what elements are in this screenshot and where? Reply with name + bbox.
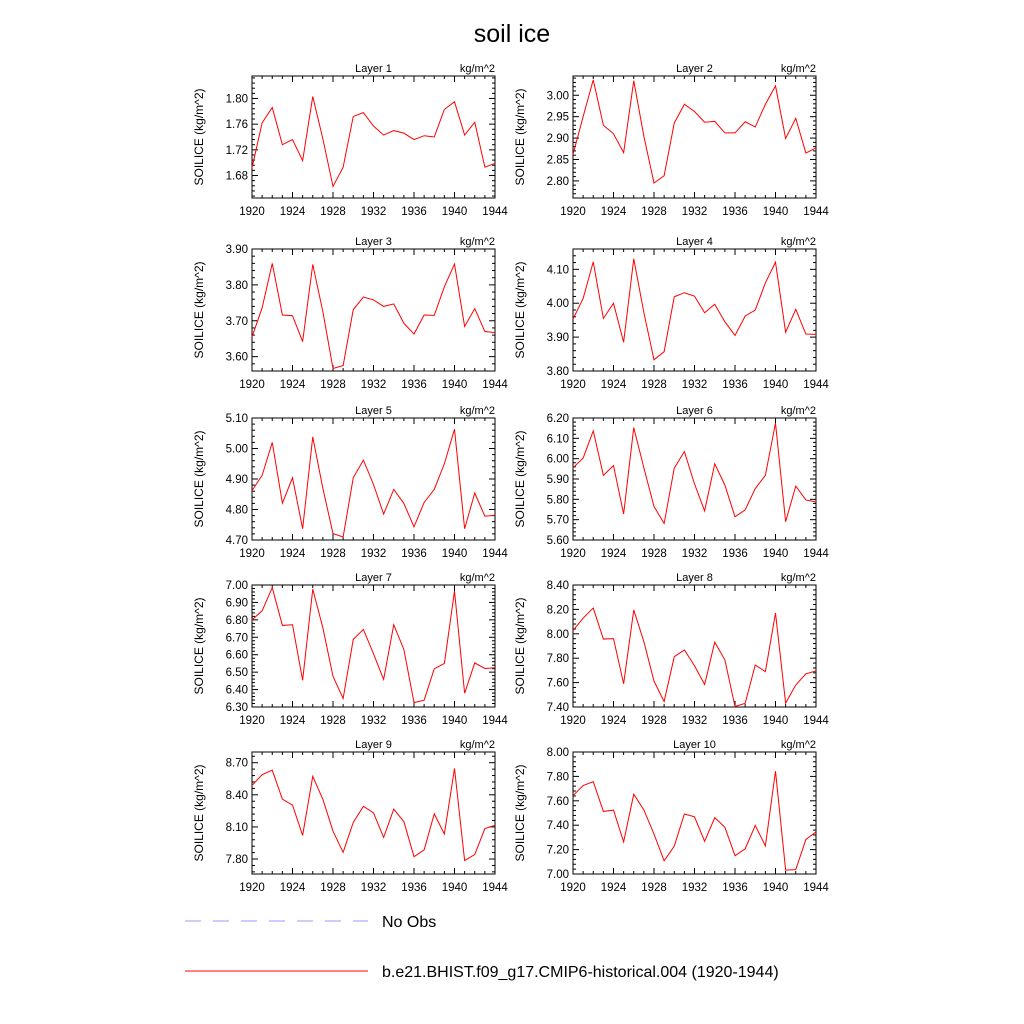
panel-4-y-tick-label: 4.00 <box>546 298 569 311</box>
panel-9-y-tick-label: 8.70 <box>225 757 248 770</box>
panel-6-x-tick-label: 1944 <box>803 548 829 560</box>
panel-7-y-tick-label: 7.00 <box>225 580 248 592</box>
panel-9-x-tick-label: 1920 <box>239 882 265 894</box>
panel-8-x-tick-label: 1936 <box>722 715 748 727</box>
panel-2-y-tick-label: 2.80 <box>546 175 569 188</box>
panel-9-y-tick-label: 7.80 <box>225 854 248 867</box>
panel-6-x-tick-label: 1928 <box>641 548 667 560</box>
panel-5-x-tick-label: 1940 <box>441 548 468 560</box>
panel-3-y-tick-label: 3.80 <box>225 279 248 292</box>
panel-10-y-axis-label: SOILICE (kg/m^2) <box>513 764 527 862</box>
panel-10-units-label: kg/m^2 <box>780 739 816 751</box>
panel-7-y-tick-label: 6.40 <box>225 684 248 697</box>
panel-8-layer-label: Layer 8 <box>676 572 713 584</box>
panel-9-y-axis-label: SOILICE (kg/m^2) <box>192 764 206 862</box>
panel-10-y-tick-label: 7.40 <box>546 820 569 833</box>
panel-3-y-axis-label: SOILICE (kg/m^2) <box>192 261 206 359</box>
panel-2-x-tick-label: 1932 <box>681 206 708 218</box>
panel-5-x-tick-label: 1944 <box>482 548 508 560</box>
panel-10-y-tick-label: 7.00 <box>546 869 569 881</box>
panel-9-x-tick-label: 1924 <box>279 882 306 894</box>
panel-3-x-tick-label: 1944 <box>482 379 508 391</box>
panel-4-x-tick-label: 1928 <box>641 379 667 391</box>
panel-7-x-tick-label: 1944 <box>482 715 508 727</box>
panel-10-y-tick-label: 7.20 <box>546 844 569 857</box>
panel-10 <box>513 739 829 894</box>
panel-10-x-tick-label: 1944 <box>803 882 829 894</box>
panel-2-x-tick-label: 1944 <box>803 206 829 218</box>
legend-model-label: b.e21.BHIST.f09_g17.CMIP6-historical.004 (1920-1944) <box>382 964 779 981</box>
panel-4-x-tick-label: 1940 <box>762 379 789 391</box>
panel-2-y-tick-label: 2.95 <box>546 111 569 124</box>
panel-4 <box>513 236 829 391</box>
panel-9 <box>192 739 508 894</box>
panel-6-y-tick-label: 6.20 <box>546 413 569 425</box>
panel-1-frame <box>252 76 495 198</box>
panel-2-x-tick-label: 1936 <box>722 206 748 218</box>
panel-4-x-tick-label: 1936 <box>722 379 748 391</box>
panel-7-x-tick-label: 1940 <box>441 715 468 727</box>
panel-5-frame <box>252 418 495 540</box>
panel-7-y-tick-label: 6.90 <box>225 597 248 610</box>
panel-9-x-tick-label: 1940 <box>441 882 468 894</box>
panel-10-x-tick-label: 1920 <box>560 882 586 894</box>
panel-4-y-tick-label: 3.80 <box>546 366 569 378</box>
panel-8-y-tick-label: 8.00 <box>546 628 569 641</box>
panel-1-x-tick-label: 1940 <box>441 206 468 218</box>
panel-5-y-tick-label: 4.90 <box>225 474 248 486</box>
panel-6-x-tick-label: 1932 <box>681 548 708 560</box>
panel-5-x-tick-label: 1920 <box>239 548 265 560</box>
panel-2 <box>513 63 829 218</box>
panel-4-x-tick-label: 1944 <box>803 379 829 391</box>
panel-2-layer-label: Layer 2 <box>676 63 713 75</box>
panel-9-x-tick-label: 1932 <box>360 882 387 894</box>
panel-9-x-tick-label: 1928 <box>320 882 346 894</box>
panel-7-y-tick-label: 6.50 <box>225 667 248 680</box>
panel-4-x-tick-label: 1920 <box>560 379 586 391</box>
panel-9-layer-label: Layer 9 <box>355 739 392 751</box>
panel-7-y-tick-label: 6.70 <box>225 632 248 645</box>
panel-6-y-axis-label: SOILICE (kg/m^2) <box>513 430 527 528</box>
panel-8-x-tick-label: 1924 <box>600 715 627 727</box>
panel-1-units-label: kg/m^2 <box>459 63 495 75</box>
panel-7-x-tick-label: 1928 <box>320 715 346 727</box>
panel-8-x-tick-label: 1944 <box>803 715 829 727</box>
panel-3 <box>192 236 508 391</box>
panel-10-y-tick-label: 7.60 <box>546 795 569 808</box>
panel-7-series-line <box>252 588 495 703</box>
panel-1-x-tick-label: 1936 <box>401 206 427 218</box>
panel-8-x-tick-label: 1920 <box>560 715 586 727</box>
panel-8-y-tick-label: 8.20 <box>546 604 569 617</box>
panel-6-x-tick-label: 1936 <box>722 548 748 560</box>
panel-5-y-tick-label: 5.10 <box>225 413 248 425</box>
panels-group <box>192 63 829 894</box>
panel-7-units-label: kg/m^2 <box>459 572 495 584</box>
panel-5-y-tick-label: 5.00 <box>225 443 248 456</box>
panel-2-x-tick-label: 1928 <box>641 206 667 218</box>
panel-7-x-tick-label: 1932 <box>360 715 387 727</box>
panel-10-x-tick-label: 1932 <box>681 882 708 894</box>
panel-4-units-label: kg/m^2 <box>780 236 816 248</box>
panel-4-x-tick-label: 1924 <box>600 379 627 391</box>
panel-6-frame <box>573 418 816 540</box>
panel-9-y-tick-label: 8.10 <box>225 821 248 834</box>
panel-7-y-tick-label: 6.80 <box>225 614 248 627</box>
panel-3-frame <box>252 249 495 371</box>
panel-3-series-line <box>252 263 495 368</box>
panel-5-x-tick-label: 1932 <box>360 548 387 560</box>
panel-1-x-tick-label: 1920 <box>239 206 265 218</box>
panel-6-units-label: kg/m^2 <box>780 405 816 417</box>
panel-2-x-tick-label: 1940 <box>762 206 789 218</box>
panel-2-y-tick-label: 2.85 <box>546 154 569 167</box>
panel-7-y-tick-label: 6.60 <box>225 649 248 662</box>
panel-8-x-tick-label: 1928 <box>641 715 667 727</box>
panel-1-x-tick-label: 1944 <box>482 206 508 218</box>
panel-3-y-tick-label: 3.70 <box>225 315 248 328</box>
panel-6-y-tick-label: 6.10 <box>546 433 569 446</box>
panel-10-y-tick-label: 7.80 <box>546 771 569 784</box>
panel-6-y-tick-label: 5.90 <box>546 474 569 486</box>
panel-3-y-tick-label: 3.60 <box>225 351 248 364</box>
panel-9-series-line <box>252 768 495 860</box>
panel-3-y-tick-label: 3.90 <box>225 244 248 256</box>
panel-10-series-line <box>573 771 816 870</box>
panel-10-x-tick-label: 1924 <box>600 882 627 894</box>
panel-9-x-tick-label: 1936 <box>401 882 427 894</box>
panel-6-y-tick-label: 6.00 <box>546 453 569 466</box>
panel-6-x-tick-label: 1920 <box>560 548 586 560</box>
panel-3-x-tick-label: 1920 <box>239 379 265 391</box>
panel-6-layer-label: Layer 6 <box>676 405 713 417</box>
panel-1-y-tick-label: 1.68 <box>225 170 248 183</box>
panel-1-y-axis-label: SOILICE (kg/m^2) <box>192 88 206 186</box>
legend-no-obs-label: No Obs <box>382 914 437 931</box>
panel-3-x-tick-label: 1932 <box>360 379 387 391</box>
panel-6-series-line <box>573 423 816 523</box>
panel-4-x-tick-label: 1932 <box>681 379 708 391</box>
panel-4-y-axis-label: SOILICE (kg/m^2) <box>513 261 527 359</box>
figure-title: soil ice <box>473 20 551 48</box>
panel-1-y-tick-label: 1.72 <box>225 144 248 157</box>
panel-5-x-tick-label: 1924 <box>279 548 306 560</box>
panel-3-x-tick-label: 1936 <box>401 379 427 391</box>
panel-3-x-tick-label: 1924 <box>279 379 306 391</box>
panel-8 <box>513 572 829 727</box>
panel-1-y-tick-label: 1.76 <box>225 119 248 132</box>
panel-8-y-axis-label: SOILICE (kg/m^2) <box>513 597 527 695</box>
panel-5-layer-label: Layer 5 <box>355 405 392 417</box>
panel-4-y-tick-label: 4.10 <box>546 264 569 277</box>
panel-5-y-axis-label: SOILICE (kg/m^2) <box>192 430 206 528</box>
panel-1-x-tick-label: 1932 <box>360 206 387 218</box>
panel-3-x-tick-label: 1940 <box>441 379 468 391</box>
panel-7-frame <box>252 585 495 707</box>
panel-10-x-tick-label: 1940 <box>762 882 789 894</box>
panel-8-x-tick-label: 1940 <box>762 715 789 727</box>
panel-8-y-tick-label: 7.40 <box>546 702 569 714</box>
panel-6-y-tick-label: 5.80 <box>546 494 569 507</box>
panel-9-units-label: kg/m^2 <box>459 739 495 751</box>
panel-1-x-tick-label: 1928 <box>320 206 346 218</box>
panel-2-units-label: kg/m^2 <box>780 63 816 75</box>
panel-8-x-tick-label: 1932 <box>681 715 708 727</box>
panel-3-layer-label: Layer 3 <box>355 236 392 248</box>
panel-2-x-tick-label: 1924 <box>600 206 627 218</box>
panel-2-y-tick-label: 3.00 <box>546 90 569 103</box>
panel-8-y-tick-label: 7.60 <box>546 677 569 690</box>
panel-5 <box>192 405 508 560</box>
panel-10-y-tick-label: 8.00 <box>546 747 569 759</box>
panel-4-series-line <box>573 259 816 360</box>
panel-10-layer-label: Layer 10 <box>673 739 716 751</box>
panel-5-y-tick-label: 4.80 <box>225 504 248 517</box>
panel-8-y-tick-label: 8.40 <box>546 580 569 592</box>
panel-5-series-line <box>252 429 495 537</box>
panel-7 <box>192 572 508 727</box>
panel-6-y-tick-label: 5.60 <box>546 535 569 547</box>
panel-9-y-tick-label: 8.40 <box>225 789 248 802</box>
panel-5-units-label: kg/m^2 <box>459 405 495 417</box>
panel-7-layer-label: Layer 7 <box>355 572 392 584</box>
panel-1 <box>192 63 508 218</box>
panel-6 <box>513 405 829 560</box>
legend <box>185 914 779 981</box>
panel-9-x-tick-label: 1944 <box>482 882 508 894</box>
panel-1-x-tick-label: 1924 <box>279 206 306 218</box>
panel-2-frame <box>573 76 816 198</box>
panel-10-x-tick-label: 1928 <box>641 882 667 894</box>
panel-6-x-tick-label: 1940 <box>762 548 789 560</box>
panel-5-x-tick-label: 1928 <box>320 548 346 560</box>
panel-7-x-tick-label: 1936 <box>401 715 427 727</box>
panel-1-series-line <box>252 97 495 187</box>
panel-5-y-tick-label: 4.70 <box>225 535 248 547</box>
panel-2-y-axis-label: SOILICE (kg/m^2) <box>513 88 527 186</box>
panel-4-layer-label: Layer 4 <box>676 236 713 248</box>
panel-6-x-tick-label: 1924 <box>600 548 627 560</box>
panel-1-layer-label: Layer 1 <box>355 63 392 75</box>
panel-2-series-line <box>573 80 816 183</box>
panel-3-units-label: kg/m^2 <box>459 236 495 248</box>
panel-8-y-tick-label: 7.80 <box>546 653 569 666</box>
panel-8-series-line <box>573 608 816 706</box>
panel-2-y-tick-label: 2.90 <box>546 133 569 146</box>
panel-4-y-tick-label: 3.90 <box>546 332 569 345</box>
panel-2-x-tick-label: 1920 <box>560 206 586 218</box>
panel-8-units-label: kg/m^2 <box>780 572 816 584</box>
panel-10-x-tick-label: 1936 <box>722 882 748 894</box>
panel-7-y-axis-label: SOILICE (kg/m^2) <box>192 597 206 695</box>
panel-5-x-tick-label: 1936 <box>401 548 427 560</box>
panel-7-y-tick-label: 6.30 <box>225 702 248 714</box>
panel-7-x-tick-label: 1924 <box>279 715 306 727</box>
panel-1-y-tick-label: 1.80 <box>225 93 248 106</box>
panel-6-y-tick-label: 5.70 <box>546 514 569 527</box>
panel-7-x-tick-label: 1920 <box>239 715 265 727</box>
panel-3-x-tick-label: 1928 <box>320 379 346 391</box>
